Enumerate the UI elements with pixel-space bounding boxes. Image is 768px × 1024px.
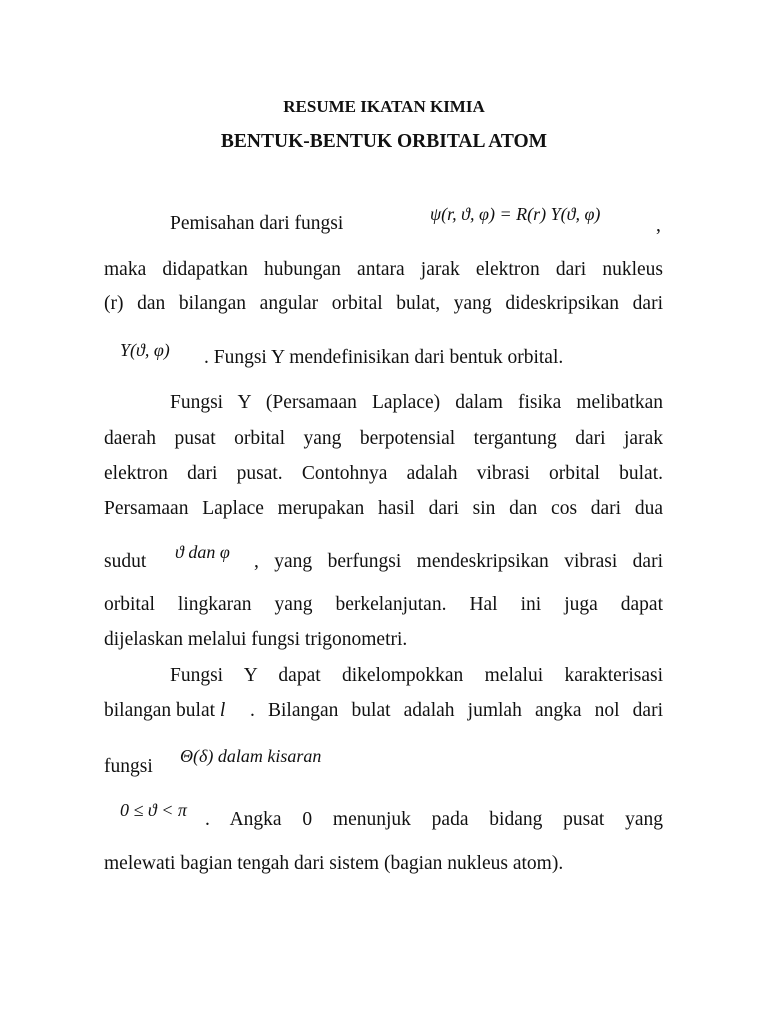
p1-line-3: (r) dan bilangan angular orbital bulat, yang dideskripsikan dari <box>104 293 663 314</box>
p3-line-1: Fungsi Y dapat dikelompokkan melalui karakterisasi <box>170 665 663 686</box>
p2-line-2: daerah pusat orbital yang berpotensial tergantung dari jarak <box>104 428 663 449</box>
p2-line-3: elektron dari pusat. Contohnya adalah vibrasi orbital bulat. <box>104 463 663 484</box>
inequality-equation: 0 ≤ ϑ < π <box>120 800 187 820</box>
p2-line-7: dijelaskan melalui fungsi trigonometri. <box>104 629 408 650</box>
angular-function-equation: Y(ϑ, φ) <box>120 340 170 360</box>
p3-line-5: melewati bagian tengah dari sistem (bagian nukleus atom). <box>104 853 564 874</box>
p2-line-1: Fungsi Y (Persamaan Laplace) dalam fisika melibatkan <box>170 392 663 413</box>
resume-title: RESUME IKATAN KIMIA <box>283 97 485 116</box>
p1-lead: Pemisahan dari fungsi <box>170 213 344 234</box>
p3-bilangan-bulat: bilangan bulat <box>104 700 216 721</box>
p3-fungsi: fungsi <box>104 756 153 777</box>
p3-line-2-rest: . Bilangan bulat adalah jumlah angka nol dari <box>250 700 663 721</box>
angle-pair-equation: ϑ dan φ <box>175 542 230 562</box>
document-title: BENTUK-BENTUK ORBITAL ATOM <box>220 131 548 152</box>
p3-line-2-start <box>104 699 225 723</box>
theta-range-equation: Θ(δ) dalam kisaran <box>180 746 322 766</box>
quantum-number-l: l <box>219 700 226 721</box>
p1-comma: , <box>656 215 661 236</box>
p2-line-4: Persamaan Laplace merupakan hasil dari sin dan cos dari dua <box>104 498 663 519</box>
p3-line-4: . Angka 0 menunjuk pada bidang pusat yang <box>205 809 663 830</box>
wavefunction-equation: ψ(r, ϑ, φ) = R(r) Y(ϑ, φ) <box>430 204 601 224</box>
p1-line-2: maka didapatkan hubungan antara jarak elektron dari nukleus <box>104 259 663 280</box>
p2-line-5: , yang berfungsi mendeskripsikan vibrasi dari <box>254 551 663 572</box>
p1-line-4: . Fungsi Y mendefinisikan dari bentuk orbital. <box>204 347 564 368</box>
p2-line-6: orbital lingkaran yang berkelanjutan. Hal ini juga dapat <box>104 594 663 615</box>
p2-sudut: sudut <box>104 551 147 572</box>
